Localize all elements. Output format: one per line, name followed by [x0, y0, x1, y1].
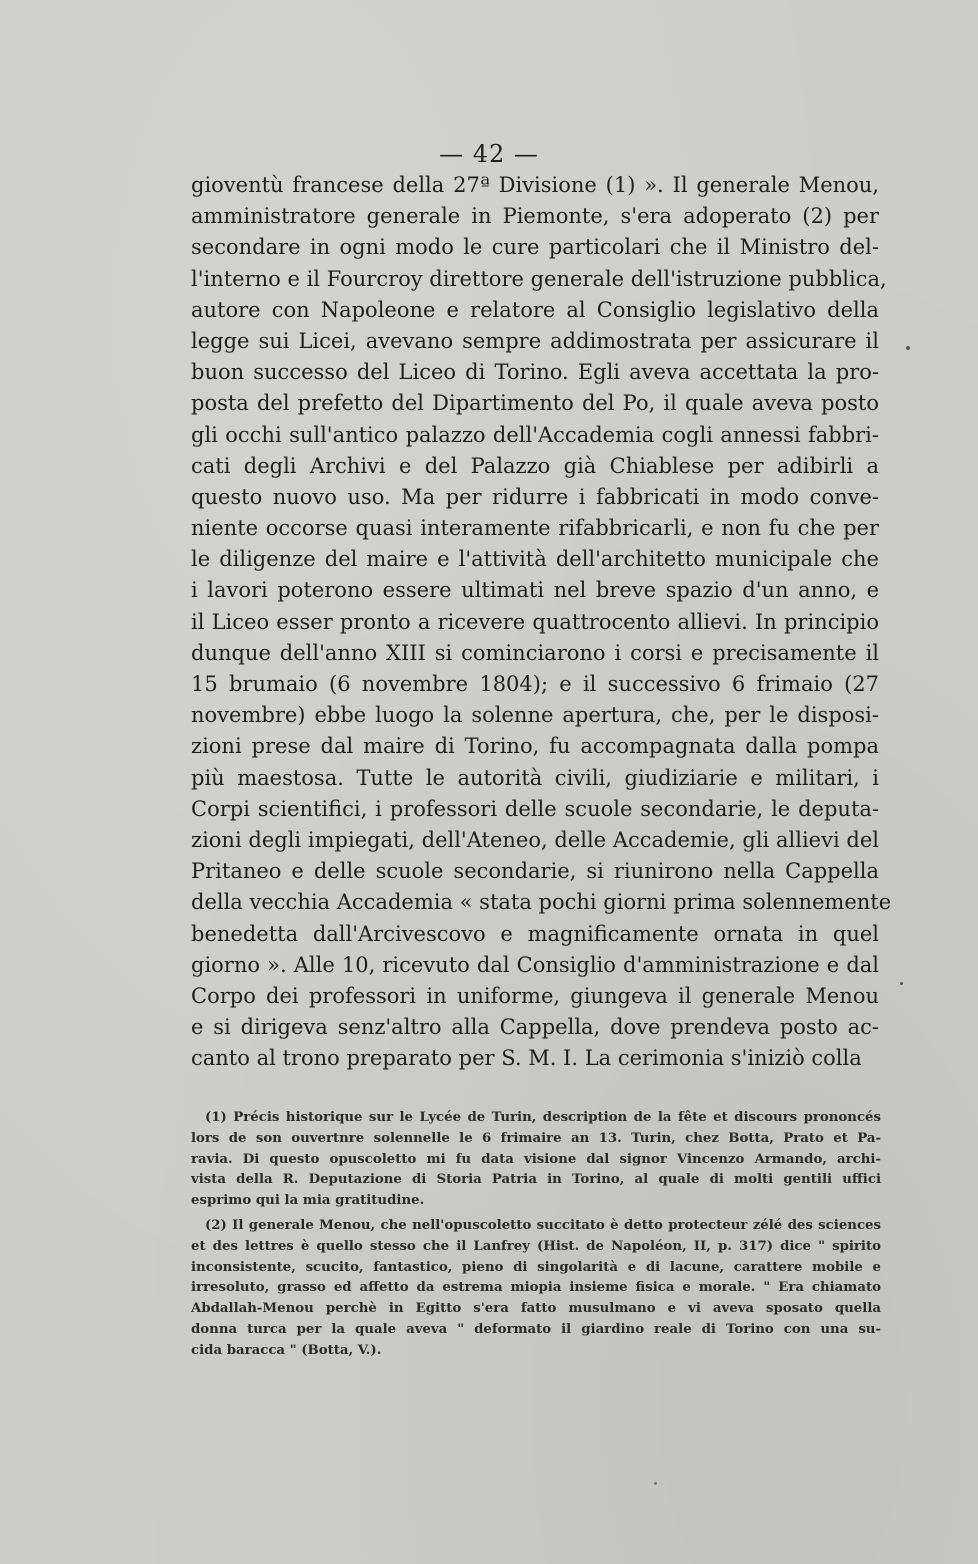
footnote-line: ravia. Di questo opuscoletto mi fu data visione dal signor Vincenzo Armando, archi-: [191, 1151, 881, 1167]
scan-speck: [906, 346, 910, 350]
text-line: questo nuovo uso. Ma per ridurre i fabbricati in modo conve-: [191, 484, 879, 509]
text-line: benedetta dall'Arcivescovo e magnificamente ornata in quel: [191, 921, 879, 946]
text-line: e si dirigeva senz'altro alla Cappella, dove prendeva posto ac-: [191, 1015, 879, 1040]
footnote-line: irresoluto, grasso ed affetto da estrema miopia insieme fisica e morale. " Era chiamato: [191, 1280, 881, 1296]
footnote-line: vista della R. Deputazione di Storia Patria in Torino, al quale di molti gentili uffici: [191, 1172, 881, 1188]
text-line: l'interno e il Fourcroy direttore generale dell'istruzione pubblica,: [191, 266, 887, 291]
text-line: posta del prefetto del Dipartimento del Po, il quale aveva posto: [191, 391, 879, 416]
text-line: Corpi scientifici, i professori delle scuole secondarie, le deputa-: [191, 796, 879, 821]
footnote-line: donna turca per la quale aveva " deformato il giardino reale di Torino con una su-: [191, 1321, 881, 1337]
text-line: Pritaneo e delle scuole secondarie, si riunirono nella Cappella: [191, 859, 879, 884]
text-line: le diligenze del maire e l'attività dell'architetto municipale che: [191, 547, 879, 572]
page-number: — 42 —: [439, 140, 539, 168]
text-line: cati degli Archivi e del Palazzo già Chiablese per adibirli a: [191, 453, 879, 478]
footnote-line: esprimo qui la mia gratitudine.: [191, 1193, 425, 1209]
text-line: buon successo del Liceo di Torino. Egli aveva accettata la pro-: [191, 360, 879, 385]
footnote-1: [191, 1108, 881, 1212]
text-line: amministratore generale in Piemonte, s'era adoperato (2) per: [191, 204, 879, 229]
text-line: più maestosa. Tutte le autorità civili, giudiziarie e militari, i: [191, 765, 879, 790]
text-line: canto al trono preparato per S. M. I. La cerimonia s'iniziò colla: [191, 1046, 862, 1071]
text-line: i lavori poterono essere ultimati nel breve spazio d'un anno, e: [191, 578, 879, 603]
footnote-2: [191, 1216, 881, 1362]
text-line: autore con Napoleone e relatore al Consiglio legislativo della: [191, 297, 879, 322]
text-line: della vecchia Accademia « stata pochi giorni prima solennemente: [191, 890, 892, 915]
footnote-line: cida baracca " (Botta, V.).: [191, 1342, 382, 1358]
text-line: legge sui Licei, avevano sempre addimostrata per assicurare il: [191, 328, 879, 353]
footnote-line: (1) Précis historique sur le Lycée de Turin, description de la fête et discours prononcés: [205, 1110, 881, 1125]
footnote-line: (2) Il generale Menou, che nell'opuscoletto succitato è detto protecteur zélé des sciences: [205, 1217, 881, 1233]
footnote-line: et des lettres è quello stesso che il Lanfrey (Hist. de Napoléon, II, p. 317) dice " spirito: [191, 1238, 881, 1254]
footnote-line: inconsistente, scucito, fantastico, pieno di singolarità e di lacune, carattere mobile e: [191, 1259, 881, 1275]
footnotes: [191, 1108, 881, 1362]
scan-speck: [654, 1482, 657, 1485]
text-line: dunque dell'anno XIII si cominciarono i corsi e precisamente il: [191, 640, 879, 665]
text-line: Corpo dei professori in uniforme, giungeva il generale Menou: [191, 983, 879, 1008]
text-line: il Liceo esser pronto a ricevere quattrocento allievi. In principio: [191, 609, 879, 634]
text-line: giorno ». Alle 10, ricevuto dal Consiglio d'amministrazione e dal: [191, 952, 879, 977]
text-line: niente occorse quasi interamente rifabbricarli, e non fu che per: [191, 516, 879, 541]
text-line: gioventù francese della 27ª Divisione (1) ». Il generale Menou,: [191, 173, 879, 197]
text-line: novembre) ebbe luogo la solenne apertura, che, per le disposi-: [191, 703, 879, 728]
footnote-line: lors de son ouvertnre solennelle le 6 frimaire an 13. Turin, chez Botta, Prato et Pa-: [191, 1130, 881, 1146]
footnote-line: Abdallah-Menou perchè in Egitto s'era fatto musulmano e vi aveva sposato quella: [191, 1301, 881, 1317]
body-text: [191, 170, 892, 1074]
text-line: secondare in ogni modo le cure particolari che il Ministro del-: [191, 235, 879, 260]
text-line: zioni degli impiegati, dell'Ateneo, delle Accademie, gli allievi del: [191, 827, 879, 852]
text-line: 15 brumaio (6 novembre 1804); e il successivo 6 frimaio (27: [191, 672, 879, 696]
text-line: zioni prese dal maire di Torino, fu accompagnata dalla pompa: [191, 734, 879, 759]
text-line: gli occhi sull'antico palazzo dell'Accademia cogli annessi fabbri-: [191, 422, 879, 447]
scan-speck: [900, 982, 903, 985]
